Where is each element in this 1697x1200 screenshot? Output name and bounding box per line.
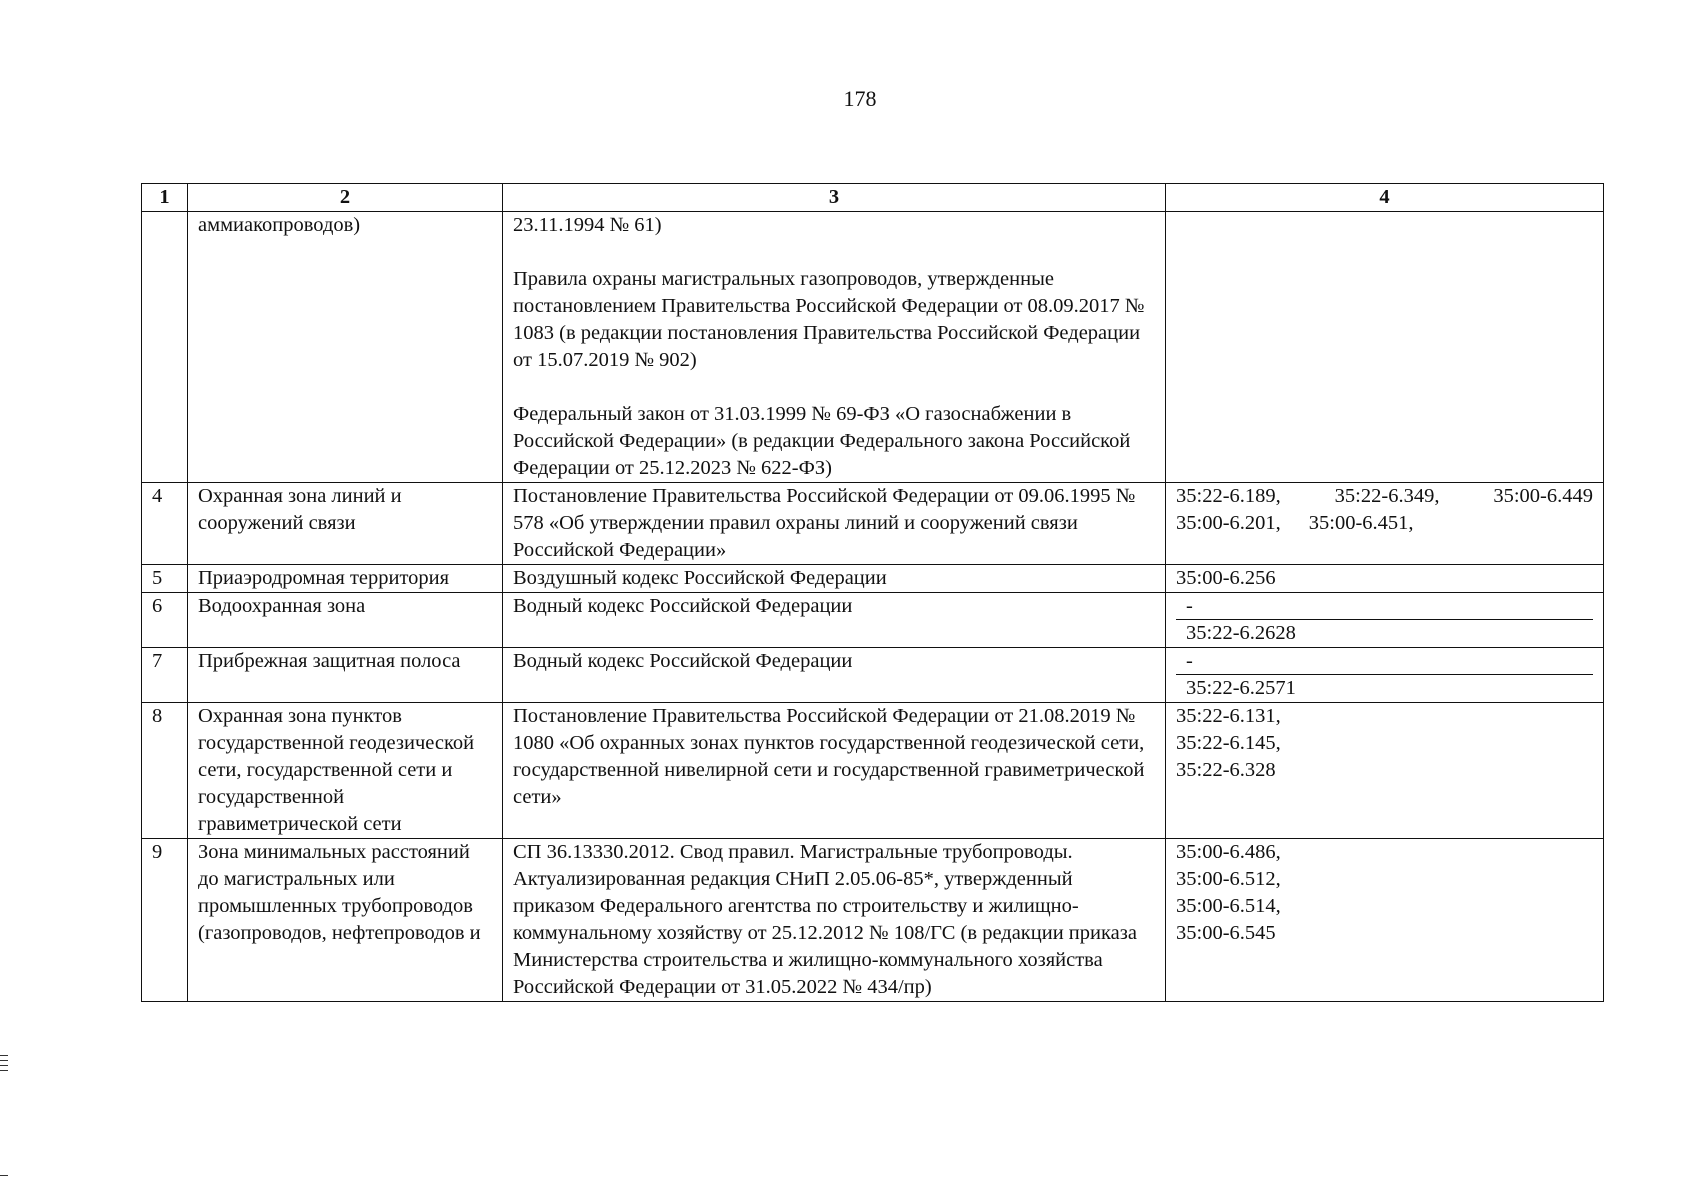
legal-doc: 23.11.1994 № 61) (513, 214, 662, 236)
registry-code: 35:00-6.545 (1176, 922, 1276, 944)
legal-doc: Постановление Правительства Российской Федерации от 09.06.1995 № 578 «Об утверждении правил охраны линий и сооружений связи Российской Федерации» (513, 485, 1136, 561)
legal-basis (503, 593, 1166, 648)
scan-margin-marks (0, 1055, 10, 1075)
registry-code: 35:22-6.131, (1176, 705, 1281, 727)
legal-doc: Водный кодекс Российской Федерации (513, 650, 853, 672)
legal-doc: Правила охраны магистральных газопроводов, утвержденные постановлением Правительства Российской Федерации от 08.09.2017 № 1083 (в редакции постановления Правительства Российской Федерации от 15.07.2019 № 902) (513, 268, 1145, 371)
legal-basis (503, 483, 1166, 565)
registry-code: 35:22-6.2628 (1186, 622, 1296, 644)
zone-name: Зона минимальных расстояний до магистральных или промышленных трубопроводов (газопроводов, нефтепроводов и (188, 839, 503, 1002)
legal-doc: Воздушный кодекс Российской Федерации (513, 567, 887, 589)
registry-code: 35:00-6.256 (1176, 567, 1276, 589)
zone-name: Водоохранная зона (188, 593, 503, 648)
registry-codes (1166, 839, 1604, 1002)
legal-doc: Постановление Правительства Российской Федерации от 21.08.2019 № 1080 «Об охранных зонах пунктов государственной геодезической сети, государственной нивелирной сети и государственной гравиметрической сети» (513, 705, 1145, 808)
row-number: 6 (142, 593, 188, 648)
registry-code: 35:00-6.512, (1176, 868, 1281, 890)
row-number: 9 (142, 839, 188, 1002)
registry-code: 35:22-6.349, (1334, 485, 1440, 507)
zone-name: Охранная зона линий и сооружений связи (188, 483, 503, 565)
table-row (142, 565, 1604, 593)
registry-code: 35:00-6.514, (1176, 895, 1281, 917)
zone-name: Охранная зона пунктов государственной геодезической сети, государственной сети и государственной гравиметрической сети (188, 703, 503, 839)
header-col-3: 3 (503, 184, 1166, 212)
registry-code: 35:22-6.145, (1176, 732, 1281, 754)
row-number: 8 (142, 703, 188, 839)
legal-basis (503, 212, 1166, 483)
registry-codes (1166, 483, 1604, 565)
legal-basis (503, 648, 1166, 703)
row-number (142, 212, 188, 483)
header-col-4: 4 (1166, 184, 1604, 212)
registry-codes (1166, 565, 1604, 593)
registry-code: 35:22-6.2571 (1186, 677, 1296, 699)
page-number: 178 (843, 86, 877, 111)
legal-doc: СП 36.13330.2012. Свод правил. Магистральные трубопроводы. Актуализированная редакция СНиП 2.05.06-85*, утвержденный приказом Федерального агентства по строительству и жилищно-коммунальному хозяйству от 25.12.2012 № 108/ГС (в редакции приказа Министерства строительства и жилищно-коммунального хозяйства Российской Федерации от 31.05.2022 № 434/пр) (513, 841, 1137, 998)
header-col-1: 1 (142, 184, 188, 212)
registry-codes (1166, 212, 1604, 483)
registry-code: 35:22-6.328 (1176, 759, 1276, 781)
header-col-2: 2 (188, 184, 503, 212)
table-row (142, 212, 1604, 483)
header-row (142, 184, 1604, 212)
legal-basis (503, 703, 1166, 839)
registry-code: 35:22-6.189, (1176, 485, 1281, 507)
row-number: 4 (142, 483, 188, 565)
registry-code: - (1176, 593, 1593, 620)
zone-name: аммиакопроводов) (188, 212, 503, 483)
table-row (142, 593, 1604, 648)
legal-basis (503, 565, 1166, 593)
registry-code: 35:00-6.449 (1493, 485, 1593, 507)
row-number: 5 (142, 565, 188, 593)
legal-doc: Водный кодекс Российской Федерации (513, 595, 853, 617)
row-number: 7 (142, 648, 188, 703)
legal-doc: Федеральный закон от 31.03.1999 № 69-ФЗ «О газоснабжении в Российской Федерации» (в редакции Федерального закона Российской Федерации от 25.12.2023 № 622-ФЗ) (513, 403, 1131, 479)
zone-name: Приаэродромная территория (188, 565, 503, 593)
registry-code: 35:00-6.486, (1176, 841, 1281, 863)
registry-code: - (1176, 648, 1593, 675)
table-row (142, 483, 1604, 565)
zones-table (141, 183, 1604, 1002)
table-row (142, 703, 1604, 839)
zone-name: Прибрежная защитная полоса (188, 648, 503, 703)
table-row (142, 839, 1604, 1002)
table-row (142, 648, 1604, 703)
registry-code: 35:00-6.451, (1308, 512, 1414, 534)
registry-codes (1166, 703, 1604, 839)
registry-codes (1166, 593, 1604, 648)
legal-basis (503, 839, 1166, 1002)
registry-codes (1166, 648, 1604, 703)
registry-code: 35:00-6.201, (1176, 512, 1281, 534)
